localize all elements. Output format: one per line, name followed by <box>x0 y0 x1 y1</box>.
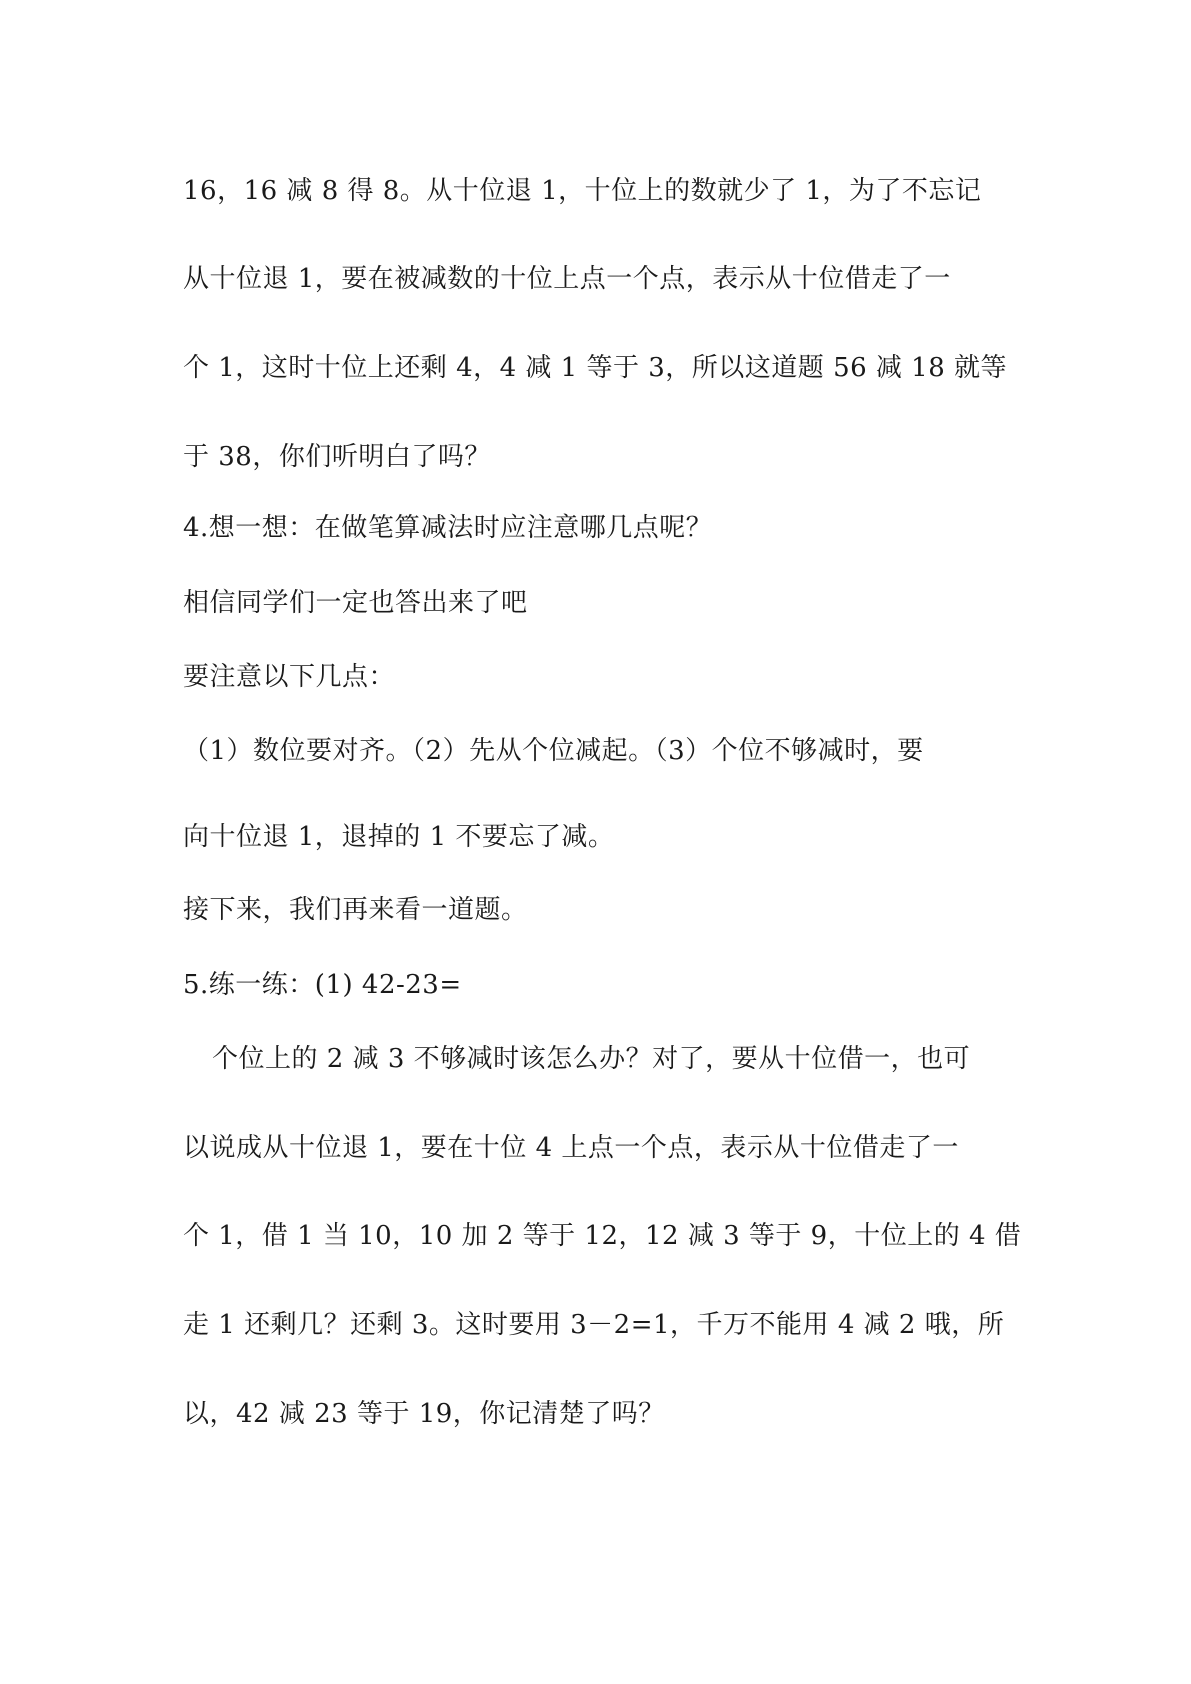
text-line-16: 以，42 减 23 等于 19，你记清楚了吗？ <box>183 1399 665 1429</box>
text-line-1: 16，16 减 8 得 8。从十位退 1，十位上的数就少了 1，为了不忘记 <box>183 176 982 206</box>
text-line-12: 个位上的 2 减 3 不够减时该怎么办？对了，要从十位借一，也可 <box>212 1044 971 1074</box>
text-line-6: 相信同学们一定也答出来了吧 <box>183 588 528 618</box>
text-line-4: 于 38，你们听明白了吗？ <box>183 442 491 472</box>
section-heading-5: 5.练一练：(1) 42-23= <box>183 970 462 1000</box>
text-line-10: 接下来，我们再来看一道题。 <box>183 895 528 925</box>
text-line-15: 走 1 还剩几？还剩 3。这时要用 3－2=1，千万不能用 4 减 2 哦，所 <box>183 1310 1005 1340</box>
text-line-3: 个 1，这时十位上还剩 4，4 减 1 等于 3，所以这道题 56 减 18 就等 <box>183 353 1008 383</box>
text-line-8: （1）数位要对齐。（2）先从个位减起。（3）个位不够减时，要 <box>183 736 924 766</box>
text-line-13: 以说成从十位退 1，要在十位 4 上点一个点，表示从十位借走了一 <box>183 1133 959 1163</box>
text-line-2: 从十位退 1，要在被减数的十位上点一个点，表示从十位借走了一 <box>183 264 951 294</box>
section-heading-4: 4.想一想：在做笔算减法时应注意哪几点呢？ <box>183 513 713 543</box>
text-line-14: 个 1，借 1 当 10，10 加 2 等于 12，12 减 3 等于 9，十位上的 4 借 <box>183 1221 1022 1251</box>
text-line-9: 向十位退 1，退掉的 1 不要忘了减。 <box>183 822 615 852</box>
text-line-7: 要注意以下几点： <box>183 662 396 692</box>
